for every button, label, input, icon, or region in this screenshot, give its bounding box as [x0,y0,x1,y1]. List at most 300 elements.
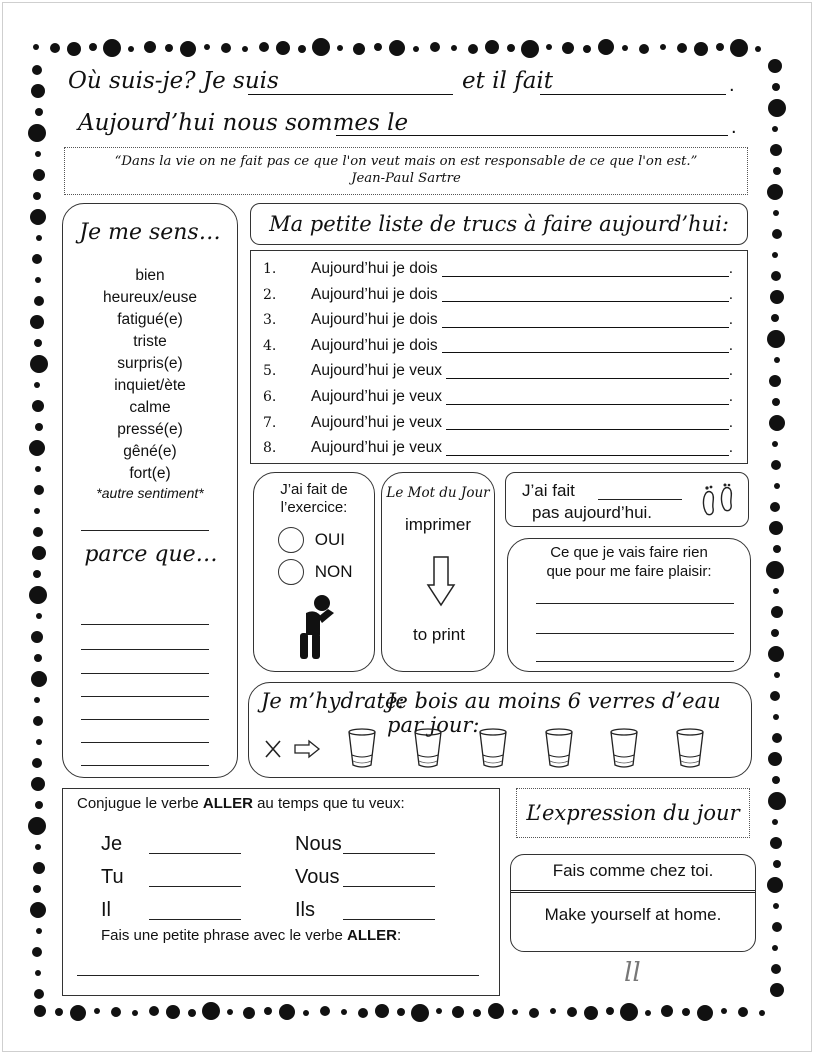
border-dot [773,545,781,553]
pronoun-label: Ils [295,899,315,921]
border-dot [770,837,782,849]
border-dot [606,1007,614,1015]
other-feeling: *autre sentiment* [96,485,204,501]
border-dot [221,43,231,53]
because-line[interactable] [81,719,209,720]
border-dot [485,40,499,54]
border-dot [374,43,382,51]
pronoun-label: Il [101,899,111,921]
border-dot [507,44,515,52]
border-dot [452,1006,464,1018]
verb-instruction-verb: ALLER [202,795,253,812]
quote-text: “Dans la vie on ne fait pas ce que l'on veut mais on est responsable de ce que l'on est.” [114,154,698,169]
border-dot [34,989,44,999]
todo-text: Aujourd’hui je veux [311,362,442,380]
border-dot [353,43,365,55]
todo-number: 7. [263,414,277,431]
todo-period: . [728,413,733,431]
hydrate-goal: Je bois au moins 6 verres d’eau par jour: [387,689,721,737]
border-dot [31,631,43,643]
border-dot [567,1007,577,1017]
todo-number: 6. [263,389,277,405]
yes-option[interactable] [278,527,345,553]
border-dot [770,691,780,701]
border-dot [30,209,46,225]
border-dot [132,1010,138,1016]
border-dot [767,330,785,348]
feelings-list [63,265,237,485]
because-line[interactable] [81,742,209,743]
border-dot [774,357,780,363]
where-label: Où suis-je? Je suis [68,68,279,94]
other-feeling-line[interactable] [81,530,209,531]
border-dot [31,84,45,98]
border-dot [70,1005,86,1021]
quote-box [64,147,748,195]
border-dot [773,588,779,594]
border-dot [772,922,782,932]
sentence-verb: ALLER [346,927,397,944]
hydrate-label: Je m’hydrate: [261,689,405,713]
border-dot [35,970,41,976]
border-dot [35,801,43,809]
feeling-item: fatigué(e) [117,311,183,328]
border-dot [32,254,42,264]
pleasure-line1: Ce que je vais faire rien [550,544,708,561]
border-dot [772,252,778,258]
border-dot [111,1007,121,1017]
water-glass-icon[interactable] [347,727,377,769]
border-dot [36,928,42,934]
border-dot [766,561,784,579]
border-dot [770,502,780,512]
water-glass-icon[interactable] [609,727,639,769]
border-dot [598,39,614,55]
border-dot [770,144,782,156]
border-dot [94,1008,100,1014]
pronoun-label: Nous [295,833,342,855]
border-dot [32,546,46,560]
date-blank[interactable] [336,135,728,136]
border-dot [312,38,330,56]
date-label: Aujourd’hui nous sommes le [78,110,409,136]
todo-period: . [728,260,733,277]
border-dot [436,1008,442,1014]
todo-text: Aujourd’hui je veux [311,439,442,457]
sentence-pre: Fais une petite phrase avec le verbe [101,927,347,944]
verb-instruction [77,795,405,812]
todo-blank[interactable] [442,313,729,328]
border-dot [29,440,45,456]
todo-list-box [250,250,748,464]
border-dot [33,527,43,537]
border-dot [768,752,782,766]
border-dot [33,192,41,200]
border-dot [188,1009,196,1017]
because-line[interactable] [81,673,209,674]
border-dot [227,1009,233,1015]
border-dot [694,42,708,56]
sentence-instruction [101,927,401,944]
border-dot [769,375,781,387]
border-dot [772,441,778,447]
border-dot [29,586,47,604]
border-dot [35,423,43,431]
border-dot [550,1008,556,1014]
border-dot [34,697,40,703]
border-dot [320,1006,330,1016]
todo-number: 4. [263,337,277,354]
conjugation-blank[interactable] [149,886,241,887]
because-line[interactable] [81,649,209,650]
pronoun-label: Je [101,833,123,855]
border-dot [35,466,41,472]
todo-title-box [250,203,748,245]
water-glass-icon[interactable] [413,727,443,769]
expression-title: L’expression du jour [526,801,740,825]
pleasure-line-b[interactable] [536,633,734,634]
word-french: imprimer [404,515,472,534]
border-dot [521,40,539,58]
down-arrow-icon [426,555,456,607]
border-dot [488,1003,504,1019]
border-dot [584,1006,598,1020]
steps-blank[interactable] [598,499,682,500]
border-dot [303,1010,309,1016]
border-dot [767,877,783,893]
border-dot [358,1008,368,1018]
todo-text: Aujourd’hui je dois [311,311,438,329]
border-dot [529,1008,539,1018]
border-dot [771,629,779,637]
border-dot [28,817,46,835]
border-dot [677,43,687,53]
feeling-item: fort(e) [129,465,171,482]
border-dot [773,714,779,720]
border-dot [298,45,306,53]
todo-blank[interactable] [442,287,729,302]
verb-panel [62,788,500,996]
feelings-panel [62,203,238,778]
border-dot [36,235,42,241]
border-dot [755,46,761,52]
period-2: . [731,116,737,138]
signature-logo: ll [624,958,641,988]
border-dot [36,613,42,619]
pleasure-panel [507,538,751,672]
yes-label: OUI [314,530,345,549]
weather-blank[interactable] [540,94,726,95]
border-dot [771,271,781,281]
border-dot [645,1010,651,1016]
border-dot [768,99,786,117]
todo-item[interactable] [263,384,733,410]
border-dot [468,44,478,54]
border-dot [32,400,44,412]
weather-label: et il fait [462,68,554,94]
border-dot [413,46,419,52]
border-dot [769,521,783,535]
todo-item[interactable] [263,333,733,359]
border-dot [33,862,45,874]
yes-radio[interactable] [278,527,304,553]
border-dot [55,1008,63,1016]
border-dot [34,1005,46,1017]
todo-period: . [728,311,733,329]
feeling-item: heureux/euse [103,289,197,306]
border-dot [772,776,780,784]
border-dot [341,1009,347,1015]
border-dot [202,1002,220,1020]
border-dot [144,41,156,53]
border-dot [771,314,779,322]
because-line[interactable] [81,765,209,766]
border-dot [772,83,780,91]
border-dot [165,44,173,52]
because-label: parce que… [84,542,218,567]
border-dot [180,41,196,57]
border-dot [639,44,649,54]
expression-divider [511,890,755,893]
conjugation-blank[interactable] [343,919,435,920]
expression-title-box [516,788,750,838]
border-dot [768,59,782,73]
todo-item[interactable] [263,256,733,282]
border-dot [33,716,43,726]
border-dot [562,42,574,54]
because-line[interactable] [81,696,209,697]
conjugation-blank[interactable] [343,886,435,887]
border-dot [473,1009,481,1017]
border-dot [716,43,724,51]
stretching-figure-icon [292,591,338,661]
border-dot [767,184,783,200]
todo-period: . [728,362,733,380]
border-dot [770,983,784,997]
steps-line2: pas aujourd’hui. [532,503,653,522]
border-dot [50,43,60,53]
feeling-item: gêné(e) [123,443,177,460]
border-dot [34,296,44,306]
todo-text: Aujourd’hui je veux [311,413,442,431]
expression-card [510,854,756,952]
border-dot [31,671,47,687]
border-dot [622,45,628,51]
no-option[interactable] [278,559,353,585]
border-dot [67,42,81,56]
border-dot [738,1007,748,1017]
border-dot [773,167,781,175]
border-dot [34,485,44,495]
todo-blank[interactable] [446,390,729,405]
conjugation-blank[interactable] [149,853,241,854]
border-dot [772,819,778,825]
todo-blank[interactable] [446,441,729,456]
border-dot [34,339,42,347]
no-label: NON [314,562,353,581]
todo-item[interactable] [263,282,733,308]
todo-number: 2. [263,286,277,303]
border-dot [32,947,42,957]
no-radio[interactable] [278,559,304,585]
hydrate-panel [248,682,752,778]
pleasure-line2: que pour me faire plaisir: [546,563,712,580]
border-dot [242,46,248,52]
border-dot [33,885,41,893]
feeling-item: calme [129,399,171,416]
border-dot [771,606,783,618]
border-dot [33,570,41,578]
pronoun-label: Vous [295,866,340,888]
sentence-line[interactable] [77,975,479,976]
border-dot [771,964,781,974]
border-dot [259,42,269,52]
steps-line1: J’ai fait [522,481,575,500]
border-dot [774,483,780,489]
border-dot [204,44,210,50]
border-dot [35,151,41,157]
todo-item[interactable] [263,410,733,436]
border-dot [30,355,48,373]
border-dot [31,777,45,791]
border-dot [730,39,748,57]
border-dot [772,126,778,132]
where-blank[interactable] [248,94,453,95]
border-dot [35,108,43,116]
todo-blank[interactable] [442,338,729,353]
expression-french: Fais comme chez toi. [552,861,714,880]
pleasure-line-c[interactable] [536,661,734,662]
todo-blank[interactable] [446,415,729,430]
period-1: . [729,74,735,96]
border-dot [34,508,40,514]
border-dot [772,945,778,951]
border-dot [276,41,290,55]
todo-period: . [728,336,733,354]
todo-text: Aujourd’hui je dois [311,336,438,354]
border-dot [772,733,782,743]
water-glass-icon[interactable] [675,727,705,769]
border-dot [34,654,42,662]
border-dot [620,1003,638,1021]
border-dot [89,43,97,51]
border-dot [36,739,42,745]
border-dot [697,1005,713,1021]
border-dot [375,1004,389,1018]
pronoun-label: Tu [101,866,124,888]
because-line[interactable] [81,624,209,625]
check-arrow-icon [263,735,327,763]
word-of-day-panel [381,472,495,672]
todo-period: . [728,285,733,303]
border-dot [451,45,457,51]
border-dot [397,1008,405,1016]
border-dot [103,39,121,57]
border-dot [243,1007,255,1019]
border-dot [33,169,45,181]
exercise-panel [253,472,375,672]
border-dot [770,290,784,304]
border-dot [772,398,780,406]
todo-item[interactable] [263,307,733,333]
border-dot [774,672,780,678]
border-dot [30,902,46,918]
border-dot [769,415,785,431]
todo-text: Aujourd’hui je dois [311,260,438,277]
water-glass-icon[interactable] [478,727,508,769]
border-dot [773,210,779,216]
feeling-item: pressé(e) [117,421,183,438]
expression-english: Make yourself at home. [544,905,722,924]
todo-text: Aujourd’hui je veux [311,388,442,405]
quote-author: Jean-Paul Sartre [351,171,461,186]
border-dot [661,1005,673,1017]
border-dot [546,44,552,50]
border-dot [773,903,779,909]
border-dot [149,1006,159,1016]
border-dot [32,65,42,75]
border-dot [583,45,591,53]
border-dot [33,44,39,50]
border-dot [759,1010,765,1016]
feeling-item: triste [133,333,167,350]
border-dot [28,124,46,142]
conjugation-blank[interactable] [343,853,435,854]
border-dot [768,792,786,810]
verb-instruction-post: au temps que tu veux: [252,795,405,812]
todo-item[interactable] [263,435,733,461]
border-dot [34,382,40,388]
border-dot [721,1008,727,1014]
steps-panel [505,472,749,527]
word-english: to print [413,625,465,644]
border-dot [430,42,440,52]
pleasure-line-a[interactable] [536,603,734,604]
border-dot [337,45,343,51]
footprints-icon [698,483,736,519]
feelings-title: Je me sens… [79,220,221,245]
border-dot [389,40,405,56]
border-dot [771,460,781,470]
todo-number: 8. [263,440,277,457]
todo-period: . [728,388,733,405]
border-dot [682,1008,690,1016]
todo-text: Aujourd’hui je dois [311,285,438,303]
border-dot [411,1004,429,1022]
todo-period: . [728,439,733,457]
exercise-question: J’ai fait de l’exercice: [280,481,348,516]
border-dot [128,46,134,52]
todo-title: Ma petite liste de trucs à faire aujourd’hui: [269,212,729,236]
feeling-item: surpris(e) [117,355,183,372]
todo-blank[interactable] [442,262,729,277]
border-dot [30,315,44,329]
border-dot [32,758,42,768]
todo-number: 3. [263,312,277,329]
todo-item[interactable] [263,358,733,384]
border-dot [773,860,781,868]
feeling-item: inquiet/ète [114,377,186,394]
border-dot [660,44,666,50]
verb-instruction-pre: Conjugue le verbe [77,795,203,812]
water-glass-icon[interactable] [544,727,574,769]
border-dot [768,646,784,662]
conjugation-blank[interactable] [149,919,241,920]
todo-blank[interactable] [446,364,729,379]
border-dot [772,229,782,239]
border-dot [35,844,41,850]
border-dot [279,1004,295,1020]
